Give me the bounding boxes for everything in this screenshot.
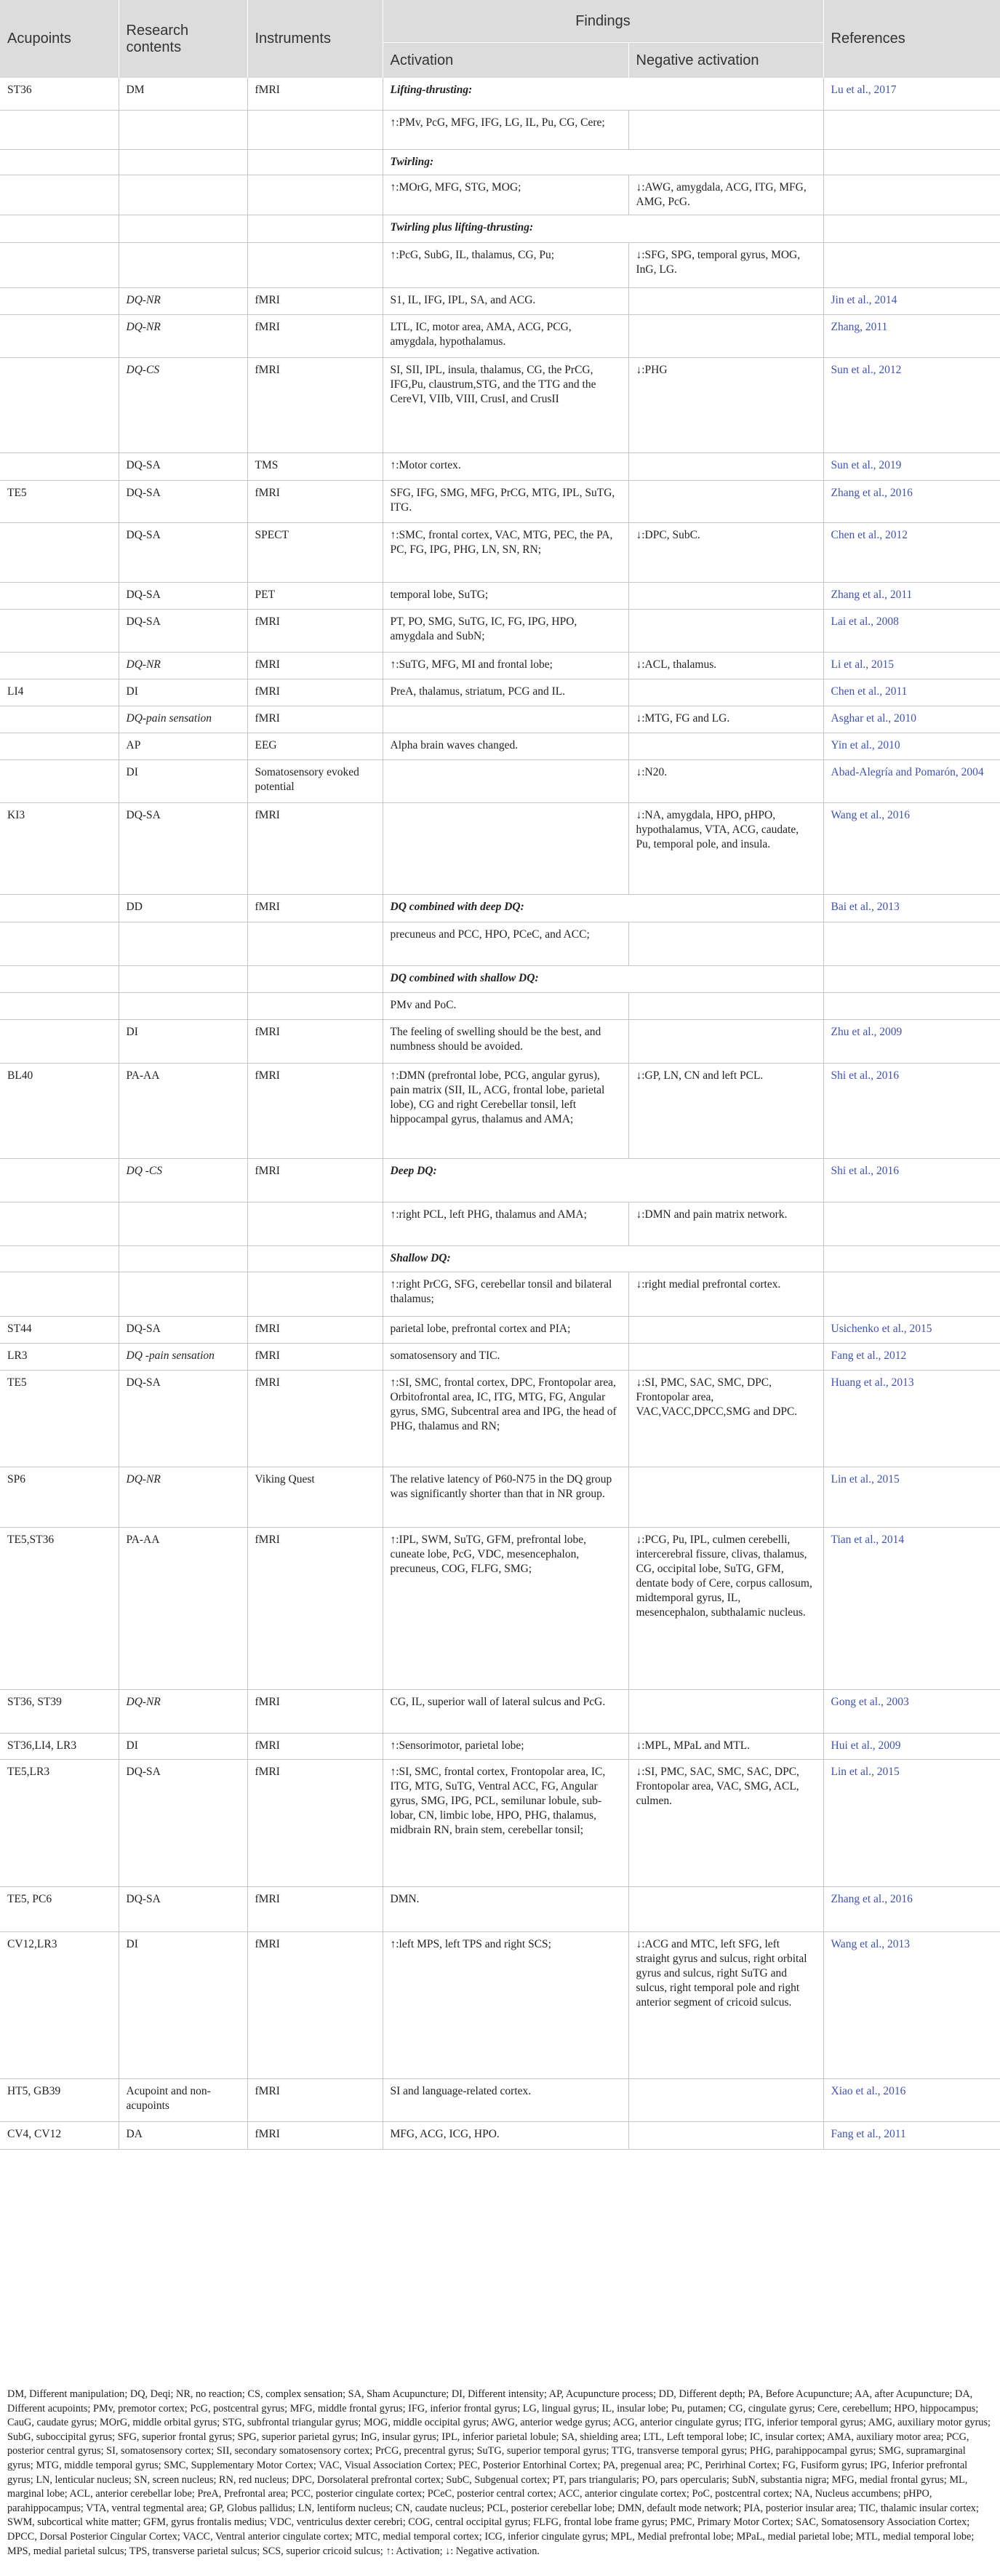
cell-instruments: TMS	[247, 452, 383, 480]
cell-instruments: fMRI	[247, 609, 383, 652]
abbreviations-footnote: DM, Different manipulation; DQ, Deqi; NR, no reaction; CS, complex sensation; SA, Sham Acupuncture; DI, Different intensity; AP, Acupuncture process; DD, Different depth; PA, Before Acupuncture; AA, after Acupuncture; DA, Different acupoints; PMv, premotor cortex; PcG, postcentral gyrus; MFG, middle frontal gyrus; IFG, inferior frontal gyrus; LG, lingual gyrus; IL, insular lobe; Pu, putamen; CG, cingulate gyrus; Cere, cerebellum; HPO, hippocampus; CauG, caudate gyrus; MOrG, middle orbital gyrus; STG, subfrontal triangular gyrus; MOG, middle occipital gyrus; AWG, anterior wedge gyrus; ACG, anterior cingulate gyrus; ITG, inferior temporal gyrus; AMG, auxiliary motor gyrus; SubG, suboccipital gyrus; SFG, superior frontal gyrus; SPG, superior parietal gyrus; InG, insular gyrus; IPL, inferior parietal lobule; SA, shielding area; LTL, Left temporal lobe; IC, insular cortex; AMA, auxiliary motor area; PCG, posterior central gyrus; SI, somatosensory cortex; SII, secondary somatosensory cortex; PrCG, precentral gyrus; SuTG, superior temporal gyrus; TTG, transverse temporal gyrus; PHG, parahippocampal gyrus; SMG, supramarginal gyrus; MTG, middle temporal gyrus; SMC, Supplementary Motor Cortex; VAC, Visual Association Cortex; PEC, Posterior Entorhinal Cortex; PA, pregenual area; PC, Perirhinal Cortex; FG, Fusiform gyrus; IPG, Inferior prefrontal gyrus; LN, lenticular nucleus; SN, screen nucleus; RN, red nucleus; DPC, Dorsolateral prefrontal cortex; SubC, Subgenual cortex; PT, pars triangularis; PO, pars opercularis; SubN, substantia nigra; MFG, medial frontal gyrus; ML, marginal lobe; ACL, anterior cerebellar lobe; PreA, Prefrontal area; PCC, posterior cingulate cortex; PCeC, posterior central cortex; ACC, anterior cingulate cortex; PoC, postcentral cortex; NA, Nucleus accumbens; pHPO, parahippocampus; VTA, ventral tegmental area; GP, Globus pallidus; LN, lentiform nucleus; CN, caudate nucleus; PCL, posterior cerebellar lobe; DMN, default mode network; PIA, posterior insular area; TIC, thalamic insular cortex; SWM, subcortical white matter; GFM, gyrus frontalis medius; VDC, ventriculus dexter cerebri; COG, central occipital gyrus; FLFG, frontal lobe frame gyrus; PMC, Primary Motor Cortex; SAC, Somatosensory Association Cortex; DPCC, Dorsal Posterior Cingular Cortex; VACC, Ventral anterior cingulate cortex; MTC, medial temporal cortex; ICG, inferior cingulate gyrus; MPL, Medial prefrontal lobe; MPaL, medial parietal lobe; MTL, medial temporal lobe; MPS, medial parietal sulcus; TPS, transverse parietal sulcus; SCS, superior cricoid sulcus; ↑: Activation; ↓: Negative activation.	[7, 2388, 991, 2557]
cell-reference-link[interactable]: Lai et al., 2008	[823, 609, 1000, 652]
cell-negative-activation: ↓:AWG, amygdala, ACG, ITG, MFG, AMG, PcG.	[628, 175, 823, 215]
cell-acupoints	[0, 894, 119, 922]
cell-acupoints: CV12,LR3	[0, 1931, 119, 2078]
cell-negative-activation: ↓:ACL, thalamus.	[628, 652, 823, 679]
cell-negative-activation	[628, 480, 823, 522]
cell-negative-activation	[628, 1689, 823, 1733]
cell-activation: LTL, IC, motor area, AMA, ACG, PCG, amygdala, hypothalamus.	[383, 314, 628, 357]
cell-acupoints	[0, 1272, 119, 1316]
cell-activation	[383, 802, 628, 894]
cell-activation: ↑:PMv, PcG, MFG, IFG, LG, IL, Pu, CG, Cere;	[383, 110, 628, 149]
cell-reference-link[interactable]: Wang et al., 2013	[823, 1931, 1000, 2078]
cell-reference-link[interactable]: Abad-Alegría and Pomarón, 2004	[823, 759, 1000, 802]
cell-instruments: fMRI	[247, 706, 383, 733]
table-row	[0, 1316, 1000, 1343]
cell-activation: PreA, thalamus, striatum, PCG and IL.	[383, 679, 628, 706]
cell-research-contents	[119, 215, 247, 242]
table-row	[0, 965, 1000, 992]
cell-research-contents: DQ-SA	[119, 522, 247, 582]
cell-instruments: Viking Quest	[247, 1467, 383, 1527]
table-row	[0, 1527, 1000, 1689]
cell-instruments: fMRI	[247, 78, 383, 110]
cell-reference-link[interactable]: Zhang, 2011	[823, 314, 1000, 357]
cell-negative-activation	[628, 1019, 823, 1063]
table-row	[0, 480, 1000, 522]
cell-instruments	[247, 922, 383, 965]
cell-research-contents: DQ-SA	[119, 452, 247, 480]
cell-research-contents: DM	[119, 78, 247, 110]
table-row	[0, 2078, 1000, 2121]
header-research-contents: Research contents	[119, 0, 247, 78]
cell-research-contents: DQ-SA	[119, 1886, 247, 1931]
cell-research-contents: DQ-NR	[119, 1689, 247, 1733]
cell-activation: SI and language-related cortex.	[383, 2078, 628, 2121]
cell-instruments: fMRI	[247, 894, 383, 922]
cell-instruments	[247, 965, 383, 992]
cell-negative-activation: ↓:PCG, Pu, IPL, culmen cerebelli, intercerebral fissure, clivas, thalamus, CG, occipital lobe, SuTG, GFM, dentate body of Cere, corpus callosum, midtemporal gyrus, IL, mesencephalon, subthalamic nucleus.	[628, 1527, 823, 1689]
cell-research-contents: DA	[119, 2121, 247, 2149]
header-references: References	[823, 0, 1000, 78]
cell-negative-activation	[628, 582, 823, 609]
cell-instruments: fMRI	[247, 357, 383, 452]
cell-activation: somatosensory and TIC.	[383, 1343, 628, 1370]
cell-research-contents: DQ-SA	[119, 1316, 247, 1343]
cell-activation: MFG, ACG, ICG, HPO.	[383, 2121, 628, 2149]
cell-findings-subheading: Lifting-thrusting:	[383, 78, 823, 110]
cell-findings-subheading: Twirling:	[383, 149, 823, 175]
cell-acupoints	[0, 733, 119, 759]
cell-instruments	[247, 992, 383, 1019]
cell-acupoints: TE5	[0, 1370, 119, 1467]
cell-acupoints	[0, 175, 119, 215]
cell-acupoints: ST36,LI4, LR3	[0, 1733, 119, 1759]
table-row	[0, 452, 1000, 480]
cell-reference-link	[823, 965, 1000, 992]
cell-instruments	[247, 1202, 383, 1245]
cell-acupoints: ST36, ST39	[0, 1689, 119, 1733]
cell-instruments: fMRI	[247, 802, 383, 894]
table-row	[0, 1063, 1000, 1158]
cell-findings-subheading: Deep DQ:	[383, 1158, 823, 1202]
cell-instruments: SPECT	[247, 522, 383, 582]
cell-acupoints	[0, 110, 119, 149]
cell-findings-subheading: DQ combined with shallow DQ:	[383, 965, 823, 992]
cell-negative-activation	[628, 1316, 823, 1343]
cell-research-contents: DQ-pain sensation	[119, 706, 247, 733]
table-row	[0, 357, 1000, 452]
cell-reference-link	[823, 992, 1000, 1019]
cell-activation: ↑:Motor cortex.	[383, 452, 628, 480]
header-activation: Activation	[383, 43, 628, 79]
cell-research-contents	[119, 1272, 247, 1316]
cell-research-contents: DI	[119, 679, 247, 706]
cell-reference-link	[823, 1245, 1000, 1272]
cell-reference-link[interactable]: Zhu et al., 2009	[823, 1019, 1000, 1063]
table-row	[0, 1931, 1000, 2078]
table-row	[0, 314, 1000, 357]
cell-instruments: fMRI	[247, 480, 383, 522]
cell-acupoints: KI3	[0, 802, 119, 894]
cell-reference-link	[823, 922, 1000, 965]
cell-acupoints: ST36	[0, 78, 119, 110]
cell-negative-activation: ↓:ACG and MTC, left SFG, left straight gyrus and sulcus, right orbital gyrus and sulcus, right SuTG and sulcus, right temporal pole and right anterior segment of cricoid sulcus.	[628, 1931, 823, 2078]
cell-acupoints: CV4, CV12	[0, 2121, 119, 2149]
table-row	[0, 1202, 1000, 1245]
cell-instruments: Somatosensory evoked potential	[247, 759, 383, 802]
cell-activation: ↑:SI, SMC, frontal cortex, DPC, Frontopolar area, Orbitofrontal area, IC, ITG, MTG, FG, Angular gyrus, SMG, Subcentral area and IPG, the head of PHG, thalamus and RN;	[383, 1370, 628, 1467]
cell-instruments: fMRI	[247, 1527, 383, 1689]
table-row	[0, 706, 1000, 733]
cell-negative-activation: ↓:SI, PMC, SAC, SMC, SAC, DPC, Frontopolar area, VAC, SMG, ACL, culmen.	[628, 1759, 823, 1886]
cell-activation	[383, 759, 628, 802]
cell-instruments: fMRI	[247, 1316, 383, 1343]
table-row	[0, 1019, 1000, 1063]
cell-reference-link[interactable]: Chen et al., 2012	[823, 522, 1000, 582]
table-row	[0, 759, 1000, 802]
table-row	[0, 1886, 1000, 1931]
cell-reference-link[interactable]: Chen et al., 2011	[823, 679, 1000, 706]
table-row	[0, 1733, 1000, 1759]
cell-acupoints	[0, 149, 119, 175]
cell-activation: ↑:DMN (prefrontal lobe, PCG, angular gyrus), pain matrix (SII, IL, ACG, frontal lobe, parietal lobe), CG and right Cerebellar tonsil, left hippocampal gyrus, thalamus and AMA;	[383, 1063, 628, 1158]
cell-negative-activation	[628, 2078, 823, 2121]
cell-activation: parietal lobe, prefrontal cortex and PIA;	[383, 1316, 628, 1343]
cell-research-contents: AP	[119, 733, 247, 759]
cell-activation: ↑:SI, SMC, frontal cortex, Frontopolar area, IC, ITG, MTG, SuTG, Ventral ACC, FG, Angular gyrus, SMG, IPG, PCL, semilunar lobule, sub-lobar, CN, limbic lobe, HPO, PHG, thalamus, midbrain RN, brain stem, cerebellar tonsil;	[383, 1759, 628, 1886]
cell-instruments: fMRI	[247, 1343, 383, 1370]
cell-research-contents: DQ-NR	[119, 287, 247, 314]
cell-reference-link[interactable]: Asghar et al., 2010	[823, 706, 1000, 733]
cell-reference-link[interactable]: Tian et al., 2014	[823, 1527, 1000, 1689]
table-row	[0, 894, 1000, 922]
cell-acupoints	[0, 314, 119, 357]
cell-negative-activation: ↓:SFG, SPG, temporal gyrus, MOG, InG, LG.	[628, 242, 823, 287]
cell-activation: PT, PO, SMG, SuTG, IC, FG, IPG, HPO, amygdala and SubN;	[383, 609, 628, 652]
cell-reference-link	[823, 242, 1000, 287]
cell-research-contents: DQ-SA	[119, 609, 247, 652]
cell-instruments	[247, 1245, 383, 1272]
cell-reference-link[interactable]: Shi et al., 2016	[823, 1063, 1000, 1158]
cell-negative-activation: ↓:MTG, FG and LG.	[628, 706, 823, 733]
cell-research-contents: DQ-CS	[119, 357, 247, 452]
cell-reference-link[interactable]: Lin et al., 2015	[823, 1467, 1000, 1527]
header-findings: Findings	[383, 0, 823, 43]
cell-research-contents: DQ-SA	[119, 1370, 247, 1467]
cell-negative-activation	[628, 1467, 823, 1527]
cell-acupoints	[0, 922, 119, 965]
cell-instruments	[247, 215, 383, 242]
cell-reference-link[interactable]: Zhang et al., 2011	[823, 582, 1000, 609]
cell-reference-link[interactable]: Zhang et al., 2016	[823, 480, 1000, 522]
cell-reference-link[interactable]: Lu et al., 2017	[823, 78, 1000, 110]
cell-instruments: fMRI	[247, 1370, 383, 1467]
table-row	[0, 1245, 1000, 1272]
cell-acupoints	[0, 992, 119, 1019]
cell-research-contents	[119, 175, 247, 215]
cell-activation: SI, SII, IPL, insula, thalamus, CG, the PrCG, IFG,Pu, claustrum,STG, and the TTG and the CereVI, VIIb, VIII, CrusI, and CrusII	[383, 357, 628, 452]
cell-acupoints: TE5,ST36	[0, 1527, 119, 1689]
table-row	[0, 1467, 1000, 1527]
cell-activation: SFG, IFG, SMG, MFG, PrCG, MTG, IPL, SuTG, ITG.	[383, 480, 628, 522]
cell-activation: The relative latency of P60-N75 in the DQ group was significantly shorter than that in NR group.	[383, 1467, 628, 1527]
cell-instruments: fMRI	[247, 2078, 383, 2121]
cell-reference-link	[823, 175, 1000, 215]
cell-acupoints: TE5,LR3	[0, 1759, 119, 1886]
cell-acupoints	[0, 357, 119, 452]
cell-reference-link[interactable]: Usichenko et al., 2015	[823, 1316, 1000, 1343]
cell-acupoints: HT5, GB39	[0, 2078, 119, 2121]
cell-research-contents	[119, 992, 247, 1019]
cell-acupoints: BL40	[0, 1063, 119, 1158]
cell-negative-activation: ↓:GP, LN, CN and left PCL.	[628, 1063, 823, 1158]
cell-research-contents: DQ-SA	[119, 802, 247, 894]
header-negative-activation: Negative activation	[628, 43, 823, 79]
cell-instruments	[247, 242, 383, 287]
cell-acupoints: ST44	[0, 1316, 119, 1343]
cell-instruments: fMRI	[247, 1759, 383, 1886]
table-row	[0, 609, 1000, 652]
cell-instruments: fMRI	[247, 1931, 383, 2078]
cell-acupoints	[0, 287, 119, 314]
table-row	[0, 242, 1000, 287]
cell-activation: PMv and PoC.	[383, 992, 628, 1019]
cell-research-contents: DQ-NR	[119, 1467, 247, 1527]
table-row	[0, 1689, 1000, 1733]
cell-instruments: fMRI	[247, 1063, 383, 1158]
cell-instruments	[247, 149, 383, 175]
cell-findings-subheading: DQ combined with deep DQ:	[383, 894, 823, 922]
cell-acupoints	[0, 215, 119, 242]
cell-research-contents: DQ-NR	[119, 314, 247, 357]
table-row	[0, 679, 1000, 706]
cell-activation: The feeling of swelling should be the best, and numbness should be avoided.	[383, 1019, 628, 1063]
cell-acupoints	[0, 759, 119, 802]
cell-instruments	[247, 1272, 383, 1316]
cell-acupoints: LR3	[0, 1343, 119, 1370]
cell-activation: ↑:right PrCG, SFG, cerebellar tonsil and bilateral thalamus;	[383, 1272, 628, 1316]
cell-activation: temporal lobe, SuTG;	[383, 582, 628, 609]
cell-research-contents: DQ-NR	[119, 652, 247, 679]
cell-reference-link	[823, 149, 1000, 175]
cell-reference-link[interactable]: Lin et al., 2015	[823, 1759, 1000, 1886]
cell-acupoints: TE5	[0, 480, 119, 522]
table-row	[0, 287, 1000, 314]
table-row	[0, 110, 1000, 149]
cell-activation: precuneus and PCC, HPO, PCeC, and ACC;	[383, 922, 628, 965]
cell-reference-link[interactable]: Fang et al., 2011	[823, 2121, 1000, 2149]
cell-instruments: fMRI	[247, 287, 383, 314]
cell-research-contents	[119, 149, 247, 175]
cell-research-contents: DQ-SA	[119, 480, 247, 522]
cell-acupoints	[0, 706, 119, 733]
table-row	[0, 992, 1000, 1019]
cell-negative-activation: ↓:N20.	[628, 759, 823, 802]
table-row	[0, 1759, 1000, 1886]
cell-acupoints	[0, 1202, 119, 1245]
table-row	[0, 733, 1000, 759]
table-row	[0, 1158, 1000, 1202]
cell-acupoints	[0, 452, 119, 480]
cell-negative-activation: ↓:DPC, SubC.	[628, 522, 823, 582]
cell-negative-activation: ↓:MPL, MPaL and MTL.	[628, 1733, 823, 1759]
cell-activation: ↑:left MPS, left TPS and right SCS;	[383, 1931, 628, 2078]
cell-negative-activation	[628, 679, 823, 706]
cell-findings-subheading: Shallow DQ:	[383, 1245, 823, 1272]
cell-activation: Alpha brain waves changed.	[383, 733, 628, 759]
cell-activation	[383, 706, 628, 733]
cell-activation: DMN.	[383, 1886, 628, 1931]
cell-research-contents: DD	[119, 894, 247, 922]
cell-reference-link[interactable]: Bai et al., 2013	[823, 894, 1000, 922]
cell-acupoints	[0, 1158, 119, 1202]
cell-instruments: fMRI	[247, 1019, 383, 1063]
table-header	[0, 0, 1000, 78]
cell-research-contents: DI	[119, 1931, 247, 2078]
cell-reference-link	[823, 1272, 1000, 1316]
cell-negative-activation	[628, 1886, 823, 1931]
cell-reference-link	[823, 110, 1000, 149]
cell-acupoints	[0, 582, 119, 609]
table-row	[0, 1370, 1000, 1467]
cell-research-contents: DQ -pain sensation	[119, 1343, 247, 1370]
table-row	[0, 149, 1000, 175]
header-acupoints: Acupoints	[0, 0, 119, 78]
cell-research-contents: DI	[119, 759, 247, 802]
cell-negative-activation: ↓:DMN and pain matrix network.	[628, 1202, 823, 1245]
cell-negative-activation: ↓:right medial prefrontal cortex.	[628, 1272, 823, 1316]
cell-reference-link[interactable]: Xiao et al., 2016	[823, 2078, 1000, 2121]
cell-reference-link[interactable]: Sun et al., 2019	[823, 452, 1000, 480]
cell-acupoints	[0, 609, 119, 652]
cell-research-contents	[119, 922, 247, 965]
cell-instruments	[247, 110, 383, 149]
cell-reference-link[interactable]: Gong et al., 2003	[823, 1689, 1000, 1733]
cell-findings-subheading: Twirling plus lifting-thrusting:	[383, 215, 823, 242]
cell-research-contents	[119, 110, 247, 149]
cell-reference-link[interactable]: Li et al., 2015	[823, 652, 1000, 679]
cell-acupoints	[0, 1245, 119, 1272]
cell-research-contents: Acupoint and non-acupoints	[119, 2078, 247, 2121]
cell-activation: ↑:SMC, frontal cortex, VAC, MTG, PEC, the PA, PC, FG, IPG, PHG, LN, SN, RN;	[383, 522, 628, 582]
cell-research-contents: DQ-SA	[119, 1759, 247, 1886]
table-row	[0, 2121, 1000, 2149]
cell-instruments	[247, 175, 383, 215]
table-row	[0, 78, 1000, 110]
cell-acupoints: TE5, PC6	[0, 1886, 119, 1931]
cell-reference-link[interactable]: Sun et al., 2012	[823, 357, 1000, 452]
cell-negative-activation	[628, 452, 823, 480]
cell-acupoints	[0, 522, 119, 582]
cell-acupoints	[0, 652, 119, 679]
cell-activation: CG, IL, superior wall of lateral sulcus and PcG.	[383, 1689, 628, 1733]
cell-negative-activation	[628, 314, 823, 357]
cell-research-contents	[119, 965, 247, 992]
cell-reference-link	[823, 215, 1000, 242]
cell-reference-link[interactable]: Fang et al., 2012	[823, 1343, 1000, 1370]
cell-negative-activation	[628, 287, 823, 314]
cell-activation: S1, IL, IFG, IPL, SA, and ACG.	[383, 287, 628, 314]
cell-instruments: fMRI	[247, 1733, 383, 1759]
cell-reference-link[interactable]: Yin et al., 2010	[823, 733, 1000, 759]
cell-negative-activation	[628, 110, 823, 149]
cell-instruments: fMRI	[247, 1886, 383, 1931]
cell-research-contents: DI	[119, 1019, 247, 1063]
cell-research-contents: DI	[119, 1733, 247, 1759]
cell-reference-link	[823, 1202, 1000, 1245]
cell-instruments: fMRI	[247, 1689, 383, 1733]
cell-acupoints: SP6	[0, 1467, 119, 1527]
cell-instruments: PET	[247, 582, 383, 609]
cell-negative-activation	[628, 2121, 823, 2149]
table-row	[0, 652, 1000, 679]
cell-research-contents	[119, 1202, 247, 1245]
cell-activation: ↑:right PCL, left PHG, thalamus and AMA;	[383, 1202, 628, 1245]
cell-negative-activation: ↓:NA, amygdala, HPO, pHPO, hypothalamus, VTA, ACG, caudate, Pu, temporal pole, and insula.	[628, 802, 823, 894]
cell-instruments: fMRI	[247, 652, 383, 679]
table-row	[0, 802, 1000, 894]
cell-reference-link[interactable]: Wang et al., 2016	[823, 802, 1000, 894]
table-row	[0, 215, 1000, 242]
cell-instruments: EEG	[247, 733, 383, 759]
cell-reference-link[interactable]: Huang et al., 2013	[823, 1370, 1000, 1467]
table-row	[0, 175, 1000, 215]
cell-negative-activation	[628, 733, 823, 759]
cell-activation: ↑:SuTG, MFG, MI and frontal lobe;	[383, 652, 628, 679]
cell-acupoints: LI4	[0, 679, 119, 706]
cell-instruments: fMRI	[247, 1158, 383, 1202]
cell-research-contents: PA-AA	[119, 1063, 247, 1158]
cell-activation: ↑:PcG, SubG, IL, thalamus, CG, Pu;	[383, 242, 628, 287]
cell-activation: ↑:MOrG, MFG, STG, MOG;	[383, 175, 628, 215]
cell-research-contents	[119, 1245, 247, 1272]
cell-activation: ↑:IPL, SWM, SuTG, GFM, prefrontal lobe, cuneate lobe, PcG, VDC, mesencephalon, precuneus, COG, FLFG, SMG;	[383, 1527, 628, 1689]
table-body	[0, 78, 1000, 2149]
cell-research-contents: PA-AA	[119, 1527, 247, 1689]
cell-negative-activation: ↓:PHG	[628, 357, 823, 452]
header-instruments: Instruments	[247, 0, 383, 78]
cell-negative-activation	[628, 609, 823, 652]
cell-activation: ↑:Sensorimotor, parietal lobe;	[383, 1733, 628, 1759]
cell-research-contents: DQ -CS	[119, 1158, 247, 1202]
cell-reference-link[interactable]: Hui et al., 2009	[823, 1733, 1000, 1759]
table-row	[0, 1343, 1000, 1370]
cell-negative-activation	[628, 992, 823, 1019]
table-row	[0, 522, 1000, 582]
cell-acupoints	[0, 1019, 119, 1063]
cell-negative-activation	[628, 1343, 823, 1370]
table-row	[0, 922, 1000, 965]
cell-instruments: fMRI	[247, 679, 383, 706]
table-row	[0, 582, 1000, 609]
table-row	[0, 1272, 1000, 1316]
cell-negative-activation	[628, 922, 823, 965]
cell-reference-link[interactable]: Zhang et al., 2016	[823, 1886, 1000, 1931]
cell-reference-link[interactable]: Jin et al., 2014	[823, 287, 1000, 314]
cell-acupoints	[0, 965, 119, 992]
cell-instruments: fMRI	[247, 314, 383, 357]
cell-research-contents: DQ-SA	[119, 582, 247, 609]
cell-instruments: fMRI	[247, 2121, 383, 2149]
cell-acupoints	[0, 242, 119, 287]
cell-research-contents	[119, 242, 247, 287]
cell-negative-activation: ↓:SI, PMC, SAC, SMC, DPC, Frontopolar area, VAC,VACC,DPCC,SMG and DPC.	[628, 1370, 823, 1467]
cell-reference-link[interactable]: Shi et al., 2016	[823, 1158, 1000, 1202]
